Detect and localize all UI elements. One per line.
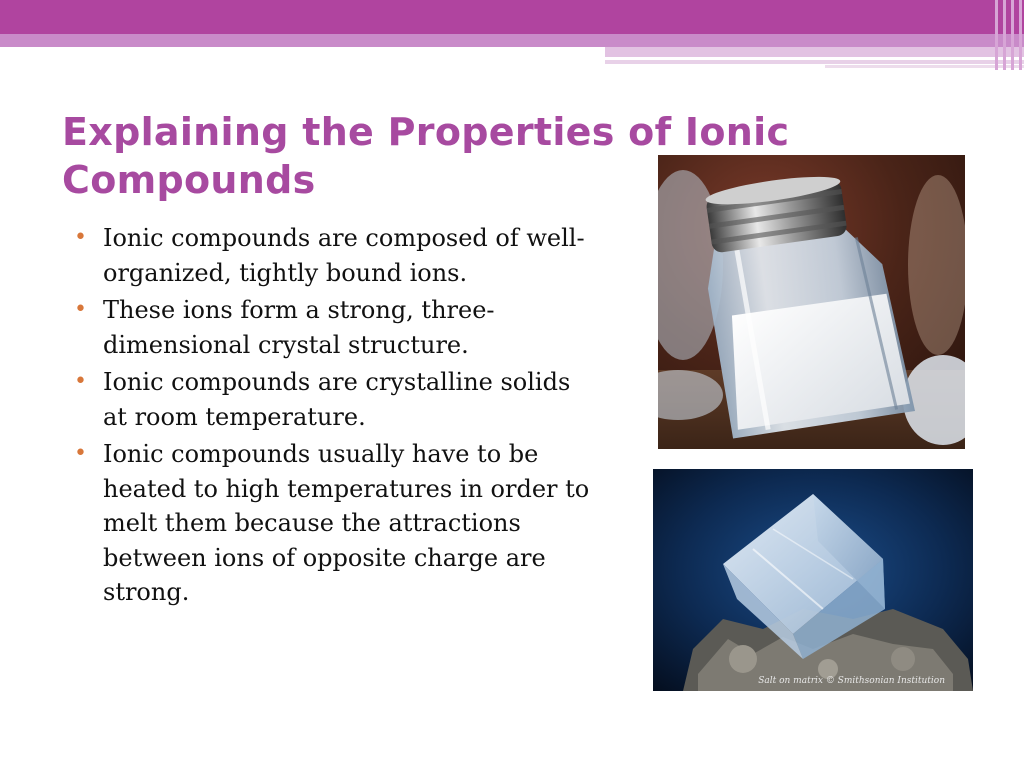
slide-title: Explaining the Properties of Ionic Compounds	[62, 110, 790, 202]
bullet-item: • Ionic compounds are crystalline solids at room temperature.	[74, 365, 594, 434]
header-decoration-band	[0, 0, 1024, 70]
band-stripe-thin	[605, 60, 1024, 64]
salt-crystal-icon	[653, 469, 973, 691]
bullet-list	[74, 221, 594, 613]
bullet-item: • Ionic compounds are composed of well-organized, tightly bound ions.	[74, 221, 594, 290]
band-vertical-stripe	[1003, 0, 1006, 70]
salt-shaker-icon	[658, 155, 965, 449]
band-stripe-middle	[0, 34, 1024, 47]
band-stripe-light	[605, 47, 1024, 57]
bullet-item: • These ions form a strong, three-dimensional crystal structure.	[74, 293, 594, 362]
band-vertical-stripe	[995, 0, 998, 70]
salt-shaker-photo	[658, 155, 965, 449]
salt-crystal-photo	[653, 469, 973, 691]
bullet-item: • Ionic compounds usually have to be heated to high temperatures in order to melt them because the attractions between ions of opposite charge are strong.	[74, 437, 594, 610]
band-vertical-stripe	[1019, 0, 1022, 70]
band-vertical-stripe	[1011, 0, 1014, 70]
band-stripe-top	[0, 0, 1024, 34]
image-caption: Salt on matrix © Smithsonian Institution	[758, 676, 945, 686]
